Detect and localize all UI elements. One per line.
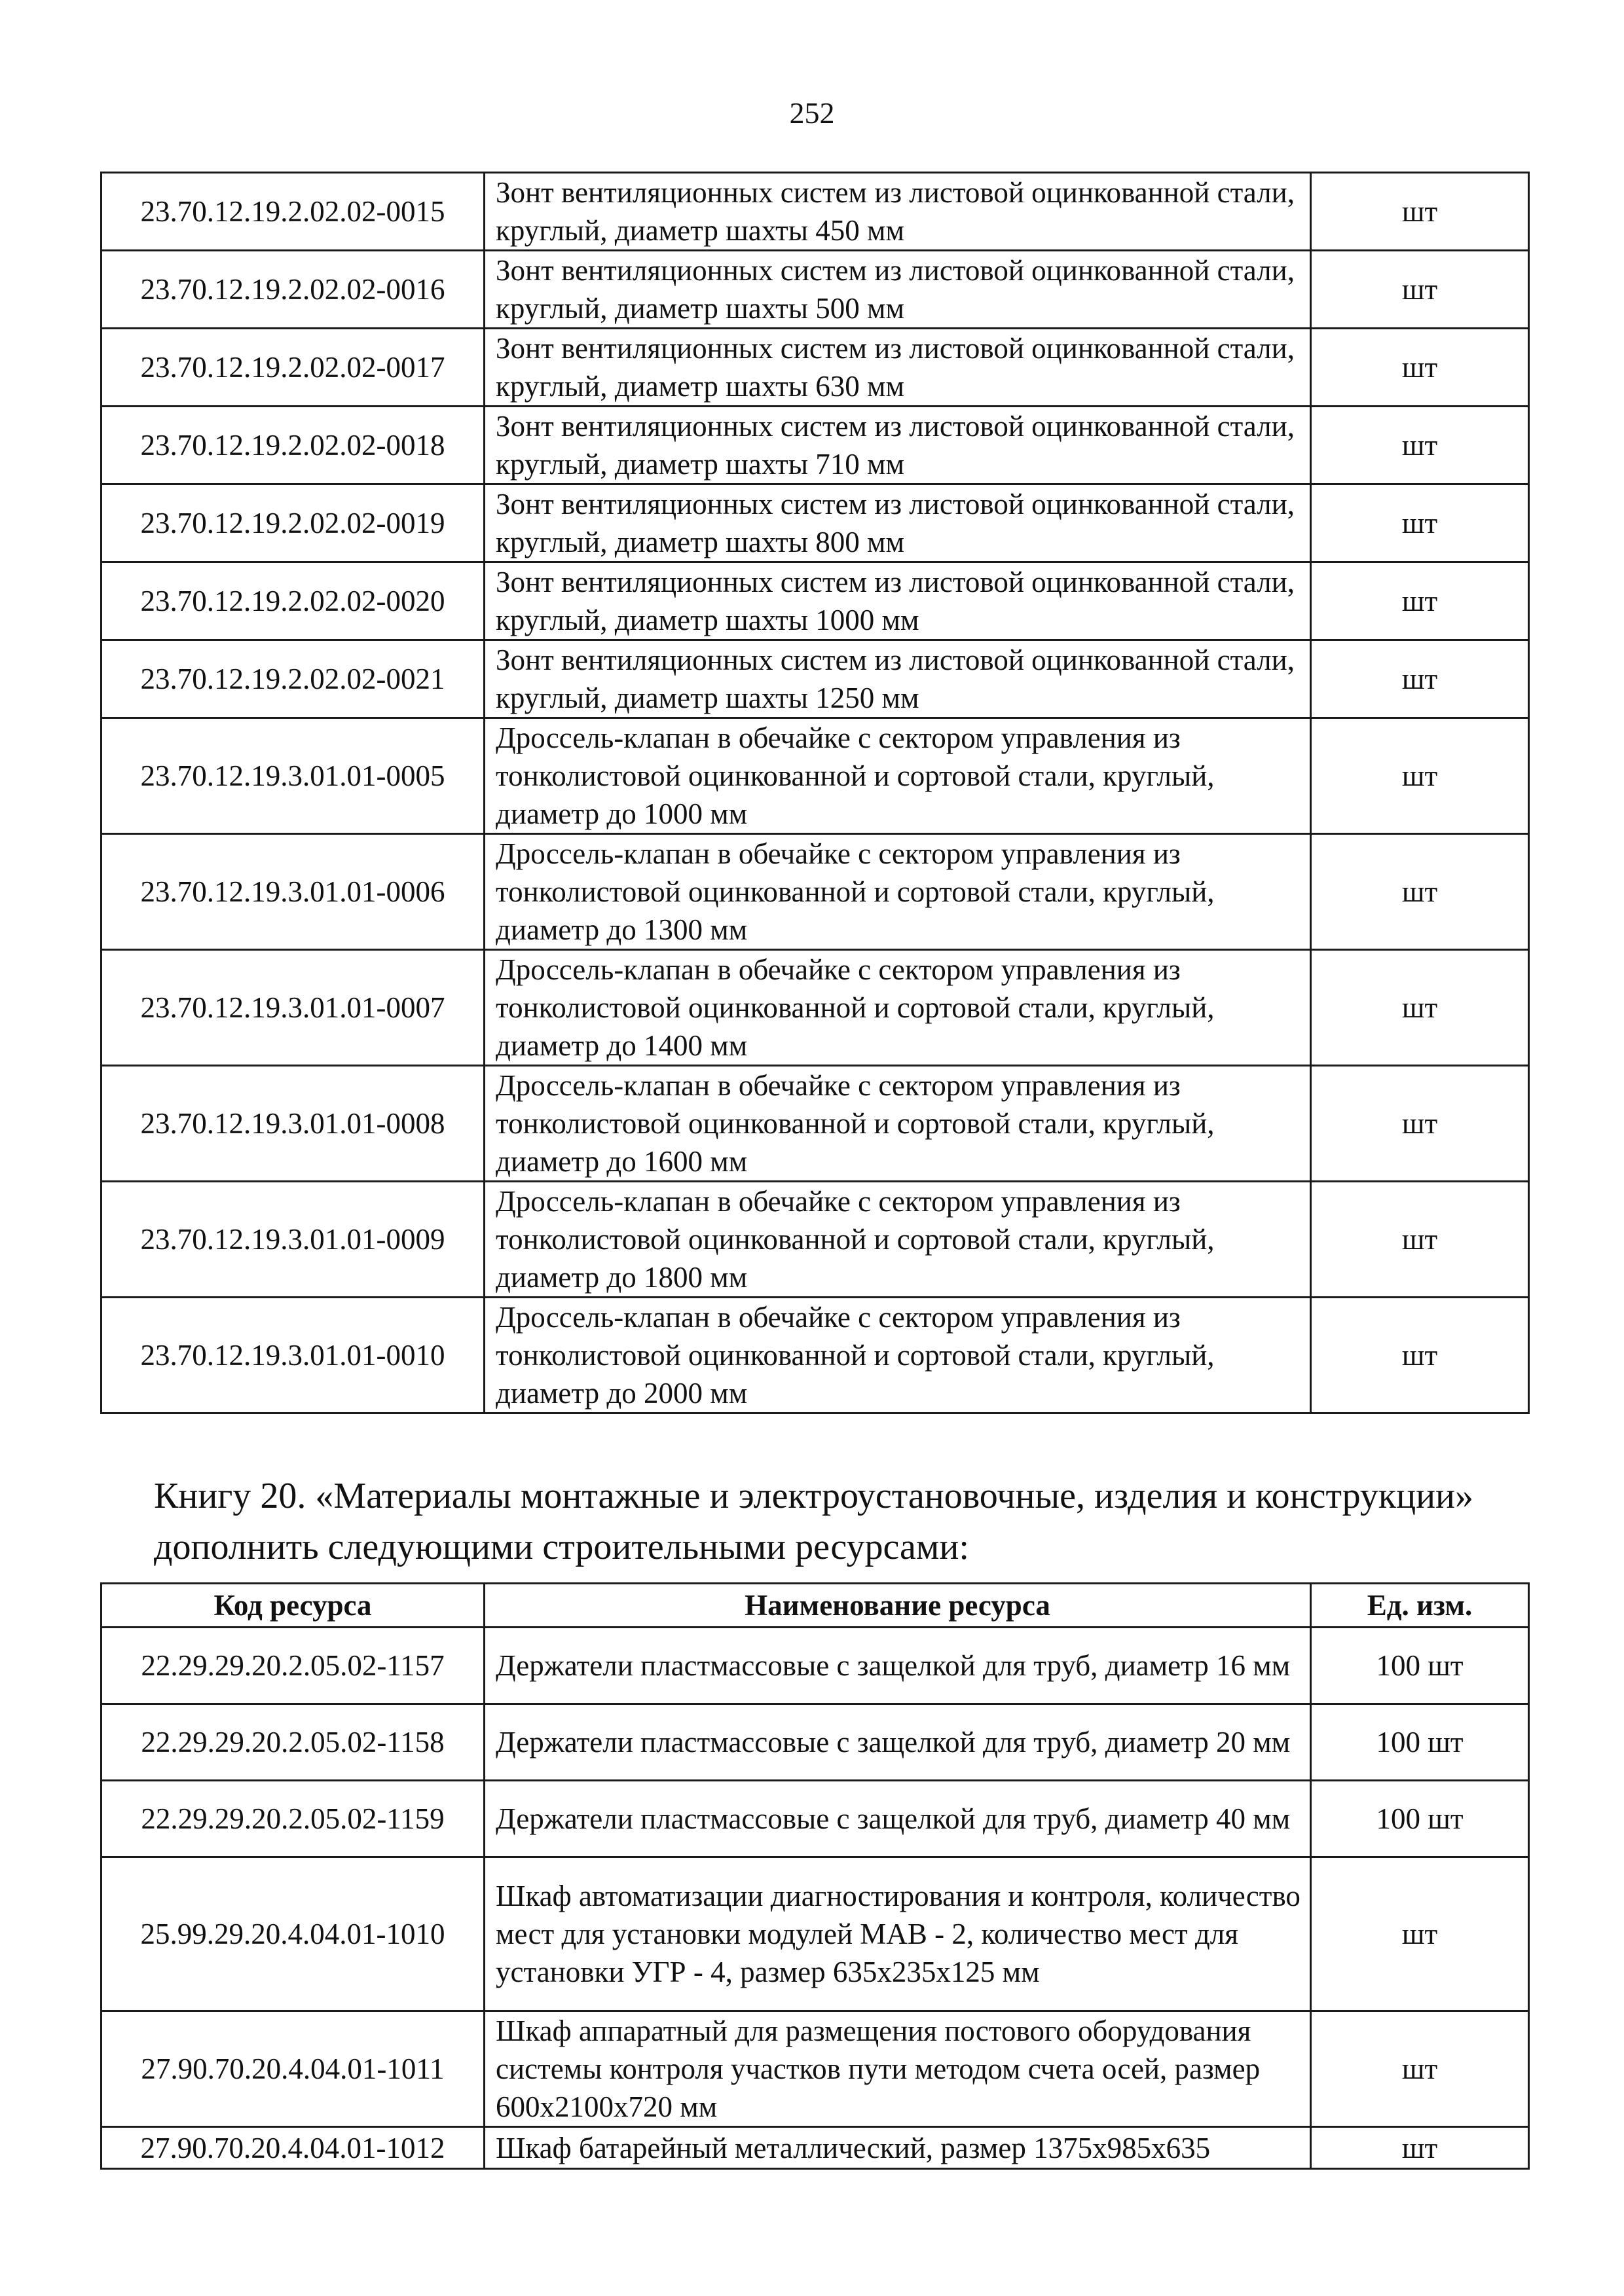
resource-code: 23.70.12.19.3.01.01-0009 [101, 1182, 485, 1298]
resource-code: 27.90.70.20.4.04.01-1011 [101, 2011, 485, 2127]
table-row [101, 484, 1529, 562]
table-row [101, 1628, 1529, 1704]
table-header-row [101, 1584, 1529, 1628]
resource-name: Дроссель-клапан в обечайке с сектором управления из тонколистовой оцинкованной и сортовой стали, круглый, диаметр до 1400 мм [485, 950, 1311, 1066]
resource-code: 23.70.12.19.3.01.01-0007 [101, 950, 485, 1066]
page-number: 252 [789, 96, 835, 130]
resource-name: Зонт вентиляционных систем из листовой оцинкованной стали, круглый, диаметр шахты 450 мм [485, 173, 1311, 251]
resource-name: Держатели пластмассовые с защелкой для труб, диаметр 20 мм [485, 1704, 1311, 1781]
table-row [101, 1704, 1529, 1781]
resource-code: 22.29.29.20.2.05.02-1158 [101, 1704, 485, 1781]
header-unit: Ед. изм. [1311, 1584, 1529, 1628]
resource-unit: 100 шт [1311, 1704, 1529, 1781]
resource-unit: 100 шт [1311, 1781, 1529, 1857]
table-row [101, 718, 1529, 834]
resource-unit: шт [1311, 2011, 1529, 2127]
table-row [101, 562, 1529, 640]
resource-table-book-20 [100, 1582, 1530, 2170]
resource-code: 27.90.70.20.4.04.01-1012 [101, 2127, 485, 2169]
resource-unit: шт [1311, 484, 1529, 562]
resource-unit: шт [1311, 1857, 1529, 2011]
resource-name: Дроссель-клапан в обечайке с сектором управления из тонколистовой оцинкованной и сортовой стали, круглый, диаметр до 1800 мм [485, 1182, 1311, 1298]
resource-unit: шт [1311, 834, 1529, 950]
table-row [101, 2127, 1529, 2169]
table-row [101, 1066, 1529, 1182]
resource-unit: 100 шт [1311, 1628, 1529, 1704]
resource-name: Дроссель-клапан в обечайке с сектором управления из тонколистовой оцинкованной и сортовой стали, круглый, диаметр до 1300 мм [485, 834, 1311, 950]
resource-name: Зонт вентиляционных систем из листовой оцинкованной стали, круглый, диаметр шахты 500 мм [485, 251, 1311, 329]
resource-name: Дроссель-клапан в обечайке с сектором управления из тонколистовой оцинкованной и сортовой стали, круглый, диаметр до 2000 мм [485, 1298, 1311, 1413]
resource-name: Шкаф автоматизации диагностирования и контроля, количество мест для установки модулей МАВ - 2, количество мест для установки УГР - 4, размер 635х235х125 мм [485, 1857, 1311, 2011]
resource-unit: шт [1311, 1182, 1529, 1298]
table-row [101, 251, 1529, 329]
table-row [101, 1781, 1529, 1857]
resource-unit: шт [1311, 1066, 1529, 1182]
resource-code: 22.29.29.20.2.05.02-1157 [101, 1628, 485, 1704]
table-row [101, 834, 1529, 950]
table-row [101, 950, 1529, 1066]
resource-name: Шкаф батарейный металлический, размер 1375х985х635 [485, 2127, 1311, 2169]
resource-table-continued [100, 172, 1530, 1414]
table-row [101, 329, 1529, 407]
resource-unit: шт [1311, 329, 1529, 407]
resource-code: 23.70.12.19.2.02.02-0019 [101, 484, 485, 562]
resource-code: 25.99.29.20.4.04.01-1010 [101, 1857, 485, 2011]
resource-code: 23.70.12.19.2.02.02-0017 [101, 329, 485, 407]
resource-unit: шт [1311, 562, 1529, 640]
resource-name: Дроссель-клапан в обечайке с сектором управления из тонколистовой оцинкованной и сортовой стали, круглый, диаметр до 1000 мм [485, 718, 1311, 834]
resource-name: Зонт вентиляционных систем из листовой оцинкованной стали, круглый, диаметр шахты 630 мм [485, 329, 1311, 407]
resource-name: Дроссель-клапан в обечайке с сектором управления из тонколистовой оцинкованной и сортовой стали, круглый, диаметр до 1600 мм [485, 1066, 1311, 1182]
resource-name: Зонт вентиляционных систем из листовой оцинкованной стали, круглый, диаметр шахты 1000 мм [485, 562, 1311, 640]
resource-name: Зонт вентиляционных систем из листовой оцинкованной стали, круглый, диаметр шахты 710 мм [485, 407, 1311, 484]
resource-code: 23.70.12.19.2.02.02-0018 [101, 407, 485, 484]
header-resource-code: Код ресурса [101, 1584, 485, 1628]
resource-code: 23.70.12.19.3.01.01-0008 [101, 1066, 485, 1182]
resource-name: Держатели пластмассовые с защелкой для труб, диаметр 40 мм [485, 1781, 1311, 1857]
resource-code: 23.70.12.19.2.02.02-0015 [101, 173, 485, 251]
table-row [101, 1298, 1529, 1413]
table-row [101, 1182, 1529, 1298]
table-row [101, 173, 1529, 251]
resource-unit: шт [1311, 950, 1529, 1066]
resource-unit: шт [1311, 640, 1529, 718]
resource-unit: шт [1311, 1298, 1529, 1413]
resource-name: Зонт вентиляционных систем из листовой оцинкованной стали, круглый, диаметр шахты 1250 мм [485, 640, 1311, 718]
table-row [101, 407, 1529, 484]
resource-code: 23.70.12.19.3.01.01-0005 [101, 718, 485, 834]
resource-unit: шт [1311, 718, 1529, 834]
resource-code: 23.70.12.19.2.02.02-0016 [101, 251, 485, 329]
resource-name: Держатели пластмассовые с защелкой для труб, диаметр 16 мм [485, 1628, 1311, 1704]
resource-unit: шт [1311, 173, 1529, 251]
resource-unit: шт [1311, 407, 1529, 484]
resource-code: 23.70.12.19.2.02.02-0020 [101, 562, 485, 640]
resource-name: Зонт вентиляционных систем из листовой оцинкованной стали, круглый, диаметр шахты 800 мм [485, 484, 1311, 562]
table-row [101, 2011, 1529, 2127]
resource-code: 23.70.12.19.3.01.01-0006 [101, 834, 485, 950]
resource-unit: шт [1311, 251, 1529, 329]
resource-code: 23.70.12.19.3.01.01-0010 [101, 1298, 485, 1413]
resource-name: Шкаф аппаратный для размещения постового оборудования системы контроля участков пути методом счета осей, размер 600х2100х720 мм [485, 2011, 1311, 2127]
table-row [101, 1857, 1529, 2011]
resource-code: 22.29.29.20.2.05.02-1159 [101, 1781, 485, 1857]
resource-unit: шт [1311, 2127, 1529, 2169]
book-20-intro-paragraph: Книгу 20. «Материалы монтажные и электроустановочные, изделия и конструкции» дополнить следующими строительными ресурсами: [154, 1476, 1473, 1567]
table-row [101, 640, 1529, 718]
resource-code: 23.70.12.19.2.02.02-0021 [101, 640, 485, 718]
header-resource-name: Наименование ресурса [485, 1584, 1311, 1628]
